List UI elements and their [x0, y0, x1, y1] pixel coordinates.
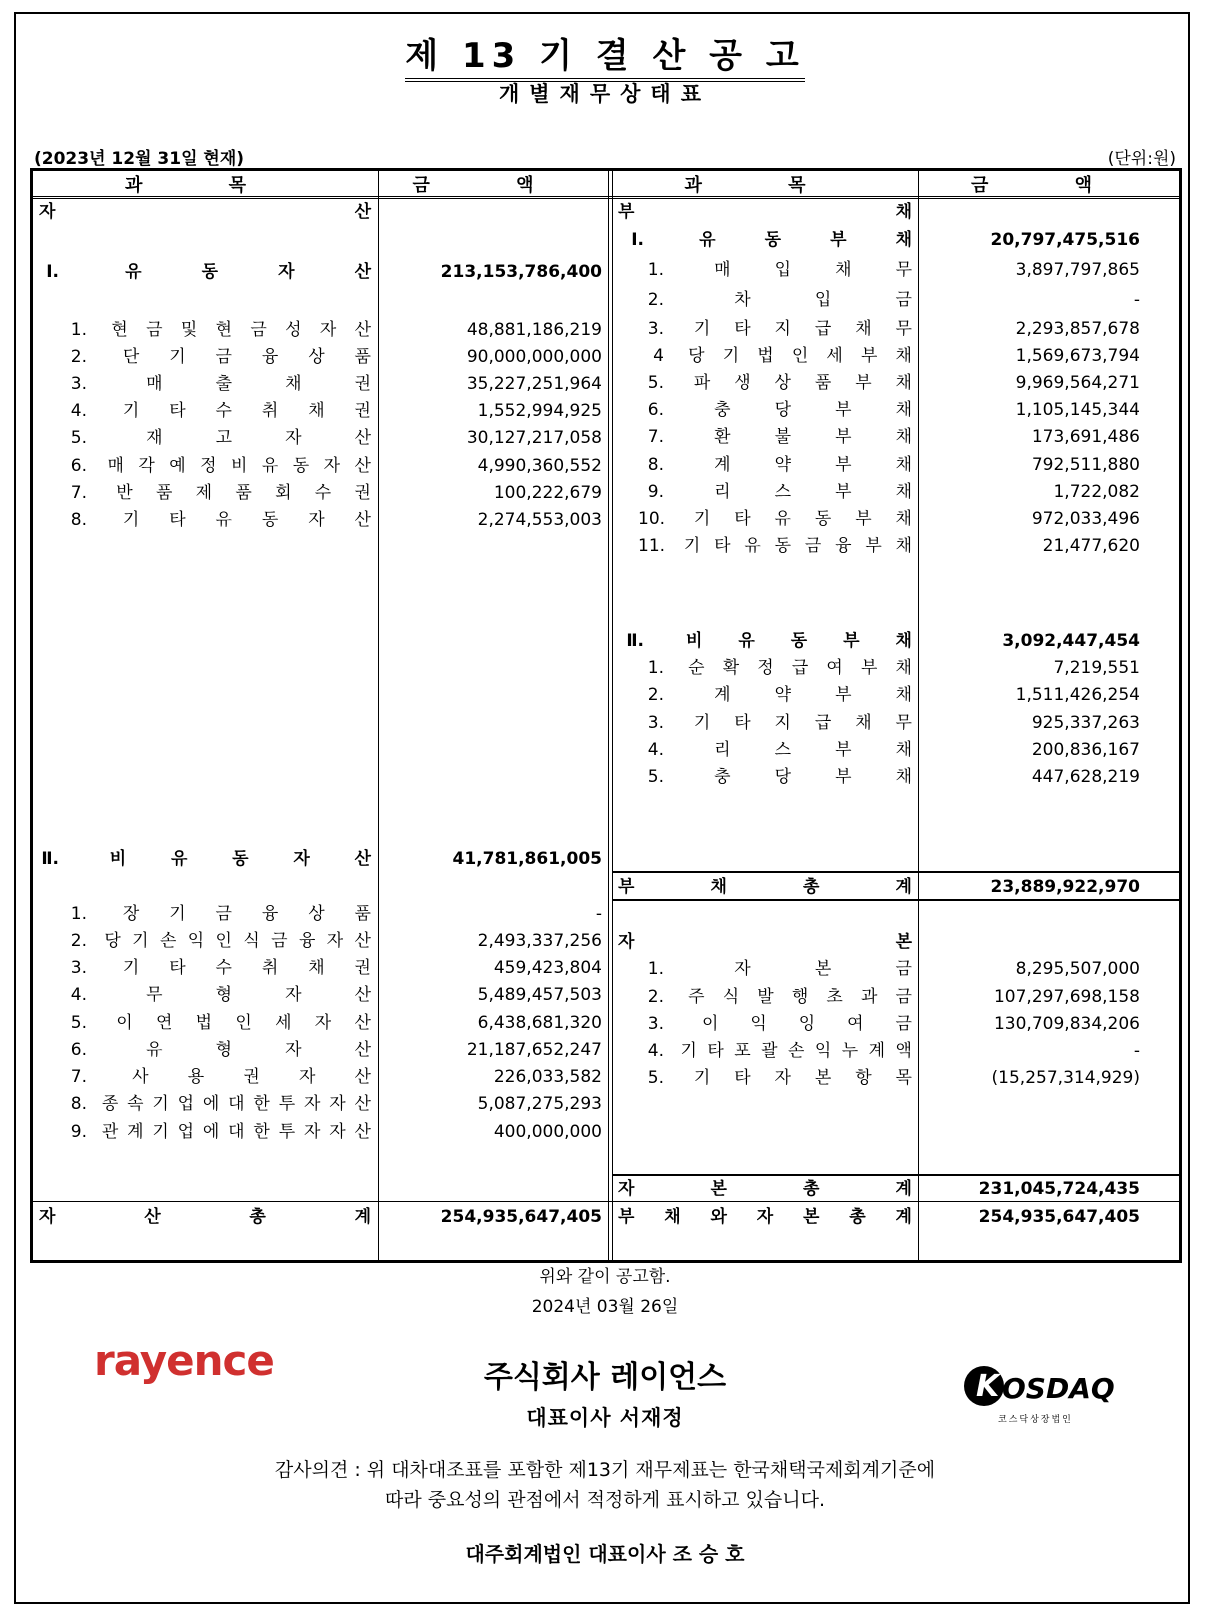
right-label-prov2: 5. 충 당 부 채	[647, 767, 912, 787]
page-subtitle: 개별재무상태표	[498, 82, 711, 106]
right-label-contract: 8. 계 약 부 채	[647, 455, 912, 475]
right-amount-apic: 107,297,698,158	[993, 987, 1140, 1007]
right-amount-oci: -	[1133, 1041, 1140, 1061]
right-amount-capital: 8,295,507,000	[1015, 959, 1140, 979]
right-row-other_eq	[33, 1065, 1179, 1091]
left-amount-dta: 6,438,681,320	[477, 1013, 602, 1033]
left-label-held_sale: 6. 매 각 예 정 비 유 동 자 산	[70, 456, 371, 476]
right-row-contract2	[33, 682, 1179, 708]
right-amount-borrow: -	[1133, 290, 1140, 310]
left-label-assets: 자 산	[39, 202, 371, 222]
left-label-cash: 1. 현 금 및 현 금 성 자 산	[70, 320, 371, 340]
left-amount-other_rec: 1,552,994,925	[477, 401, 602, 421]
right-row-prov	[33, 397, 1179, 423]
left-label-intang: 4. 무 형 자 산	[70, 985, 371, 1005]
company-name: 주식회사 레이언스	[483, 1360, 727, 1395]
left-amount-lt_fin: -	[595, 904, 602, 924]
right-amount-ap: 3,897,797,865	[1015, 260, 1140, 280]
right-row-ncl	[33, 628, 1179, 654]
right-amount-other_fin: 21,477,620	[1042, 536, 1140, 556]
left-label-assoc: 9. 관 계 기 업 에 대 한 투 자 자 산	[70, 1122, 371, 1142]
right-row-cur_liab	[33, 227, 1179, 253]
right-amount-prov2: 447,628,219	[1031, 767, 1140, 787]
left-label-ppe: 6. 유 형 자 산	[70, 1040, 371, 1060]
left-amount-noncurrent: 41,781,861,005	[452, 849, 602, 869]
notice-date: 2024년 03월 26일	[531, 1297, 679, 1317]
right-row-other_fin	[33, 533, 1179, 559]
right-amount-deriv: 9,969,564,271	[1015, 373, 1140, 393]
right-row-other_pay2	[33, 710, 1179, 736]
audit-opinion-line1: 감사의견 : 위 대차대조표를 포함한 제13기 재무제표는 한국채택국제회계기준에	[274, 1459, 936, 1481]
right-label-deriv: 5. 파 생 상 품 부 채	[647, 373, 912, 393]
left-amount-held_sale: 4,990,360,552	[477, 456, 602, 476]
left-amount-return_right: 100,222,679	[493, 483, 602, 503]
right-amount-total_le: 254,935,647,405	[978, 1207, 1140, 1227]
left-amount-current: 213,153,786,400	[440, 262, 602, 282]
right-label-ap: 1. 매 입 채 무	[647, 260, 912, 280]
right-row-total_le	[33, 1204, 1179, 1230]
balance-sheet-table	[30, 168, 1182, 1263]
right-label-other_fin: 11. 기 타 유 동 금 융 부 채	[638, 536, 912, 556]
left-amount-total_assets: 254,935,647,405	[440, 1207, 602, 1227]
right-label-other_pay2: 3. 기 타 지 급 채 무	[647, 713, 912, 733]
as-of-date: (2023년 12월 31일 현재)	[34, 149, 245, 169]
right-row-ap	[33, 257, 1179, 283]
right-label-tax_pay: 4 당 기 법 인 세 부 채	[653, 346, 912, 366]
right-amount-other_pay: 2,293,857,678	[1015, 319, 1140, 339]
left-amount-inv: 30,127,217,058	[466, 428, 602, 448]
right-amount-lease: 1,722,082	[1053, 482, 1140, 502]
right-amount-cur_liab: 20,797,475,516	[990, 230, 1140, 250]
left-amount-st_fin: 90,000,000,000	[466, 347, 602, 367]
right-row-lease	[33, 479, 1179, 505]
right-label-other_cl: 10. 기 타 유 동 부 채	[638, 509, 912, 529]
right-header-amount: 금 액	[970, 175, 1133, 196]
right-row-total_liab	[33, 874, 1179, 900]
left-amount-rou: 226,033,582	[493, 1067, 602, 1087]
kosdaq-logo-text: OSDAQ	[1002, 1372, 1115, 1405]
right-row-apic	[33, 984, 1179, 1010]
right-label-lease2: 4. 리 스 부 채	[647, 740, 912, 760]
left-amount-assoc: 400,000,000	[493, 1122, 602, 1142]
left-row-assoc	[33, 1119, 1179, 1145]
right-amount-other_pay2: 925,337,263	[1031, 713, 1140, 733]
right-label-liab: 부 채	[618, 202, 912, 222]
right-label-prov: 6. 충 당 부 채	[647, 400, 912, 420]
right-label-total_liab: 부 채 총 계	[618, 877, 912, 897]
auditor-signature: 대주회계법인 대표이사 조 승 호	[465, 1542, 745, 1566]
left-label-other_cur: 8. 기 타 유 동 자 산	[70, 510, 371, 530]
right-row-refund	[33, 424, 1179, 450]
left-label-st_fin: 2. 단 기 금 융 상 품	[70, 347, 371, 367]
right-row-prov2	[33, 764, 1179, 790]
right-label-apic: 2. 주 식 발 행 초 과 금	[647, 987, 912, 1007]
right-header-account: 과 목	[684, 175, 846, 196]
right-amount-refund: 173,691,486	[1031, 427, 1140, 447]
audit-opinion-line2: 따라 중요성의 관점에서 적정하게 표시하고 있습니다.	[384, 1489, 826, 1511]
kosdaq-logo-sub: 코스닥상장법인	[998, 1415, 1073, 1425]
right-amount-ncl: 3,092,447,454	[1002, 631, 1140, 651]
right-label-capital: 1. 자 본 금	[647, 959, 912, 979]
notice-text: 위와 같이 공고함.	[539, 1267, 671, 1287]
right-amount-contract: 792,511,880	[1031, 455, 1140, 475]
right-row-other_pay	[33, 316, 1179, 342]
right-row-oci	[33, 1038, 1179, 1064]
right-row-contract	[33, 452, 1179, 478]
left-label-total_assets: 자 산 총 계	[39, 1207, 371, 1227]
right-amount-prov: 1,105,145,344	[1015, 400, 1140, 420]
right-amount-other_eq: (15,257,314,929)	[991, 1068, 1140, 1088]
right-label-other_pay: 3. 기 타 지 급 채 무	[647, 319, 912, 339]
right-amount-tax_pay: 1,569,673,794	[1015, 346, 1140, 366]
right-row-capital	[33, 956, 1179, 982]
right-row-liab	[33, 199, 1179, 225]
right-row-equity	[33, 929, 1179, 955]
right-label-cur_liab: Ⅰ. 유 동 부 채	[631, 230, 912, 250]
left-amount-ppe: 21,187,652,247	[466, 1040, 602, 1060]
right-label-ncl: Ⅱ. 비 유 동 부 채	[626, 631, 912, 651]
left-amount-sub: 5,087,275,293	[477, 1094, 602, 1114]
page-title: 제 13 기 결 산 공 고	[0, 28, 1210, 77]
right-amount-lease2: 200,836,167	[1031, 740, 1140, 760]
left-header-amount: 금 액	[412, 175, 574, 196]
right-label-lease: 9. 리 스 부 채	[647, 482, 912, 502]
left-label-dta: 5. 이 연 법 인 세 자 산	[70, 1013, 371, 1033]
right-amount-contract2: 1,511,426,254	[1015, 685, 1140, 705]
left-label-rou: 7. 사 용 권 자 산	[70, 1067, 371, 1087]
right-amount-total_liab: 23,889,922,970	[990, 877, 1140, 897]
right-row-other_cl	[33, 506, 1179, 532]
left-label-other_rec2: 3. 기 타 수 취 채 권	[70, 958, 371, 978]
right-label-contract2: 2. 계 약 부 채	[647, 685, 912, 705]
left-amount-cash: 48,881,186,219	[466, 320, 602, 340]
left-label-inv: 5. 재 고 자 산	[70, 428, 371, 448]
left-label-current: Ⅰ. 유 동 자 산	[46, 262, 371, 282]
left-row-sub	[33, 1091, 1179, 1117]
left-amount-intang: 5,489,457,503	[477, 985, 602, 1005]
left-label-other_rec: 4. 기 타 수 취 채 권	[70, 401, 371, 421]
left-row-lt_fin	[33, 901, 1179, 927]
right-row-tax_pay	[33, 343, 1179, 369]
left-amount-ar: 35,227,251,964	[466, 374, 602, 394]
left-label-fvpl: 2. 당 기 손 익 인 식 금 융 자 산	[70, 931, 371, 951]
unit-label: (단위:원)	[1107, 149, 1176, 169]
right-amount-other_cl: 972,033,496	[1031, 509, 1140, 529]
ceo-name: 대표이사 서재정	[526, 1406, 684, 1430]
left-amount-fvpl: 2,493,337,256	[477, 931, 602, 951]
right-row-db	[33, 655, 1179, 681]
left-header-account: 과 목	[124, 175, 287, 196]
left-label-lt_fin: 1. 장 기 금 융 상 품	[70, 904, 371, 924]
right-label-total_eq: 자 본 총 계	[618, 1179, 912, 1199]
right-label-total_le: 부 채 와 자 본 총 계	[618, 1207, 912, 1227]
right-row-deriv	[33, 370, 1179, 396]
left-label-return_right: 7. 반 품 제 품 회 수 권	[70, 483, 371, 503]
left-label-noncurrent: Ⅱ. 비 유 동 자 산	[41, 849, 371, 869]
left-amount-other_cur: 2,274,553,003	[477, 510, 602, 530]
left-amount-other_rec2: 459,423,804	[493, 958, 602, 978]
right-row-lease2	[33, 737, 1179, 763]
right-row-borrow	[33, 287, 1179, 313]
rayence-logo: rayence	[94, 1336, 274, 1385]
right-label-other_eq: 5. 기 타 자 본 항 목	[647, 1068, 912, 1088]
right-amount-total_eq: 231,045,724,435	[978, 1179, 1140, 1199]
right-amount-re: 130,709,834,206	[993, 1014, 1140, 1034]
right-label-equity: 자 본	[618, 932, 912, 952]
right-label-refund: 7. 환 불 부 채	[647, 427, 912, 447]
right-label-oci: 4. 기 타 포 괄 손 익 누 계 액	[647, 1041, 912, 1061]
right-row-total_eq	[33, 1176, 1179, 1202]
right-label-re: 3. 이 익 잉 여 금	[647, 1014, 912, 1034]
left-row-noncurrent	[33, 846, 1179, 872]
right-label-borrow: 2. 차 입 금	[647, 290, 912, 310]
right-label-db: 1. 순 확 정 급 여 부 채	[647, 658, 912, 678]
left-label-sub: 8. 종 속 기 업 에 대 한 투 자 자 산	[70, 1094, 371, 1114]
kosdaq-logo-k: K	[976, 1369, 1000, 1404]
right-amount-db: 7,219,551	[1053, 658, 1140, 678]
right-row-re	[33, 1011, 1179, 1037]
left-label-ar: 3. 매 출 채 권	[70, 374, 371, 394]
